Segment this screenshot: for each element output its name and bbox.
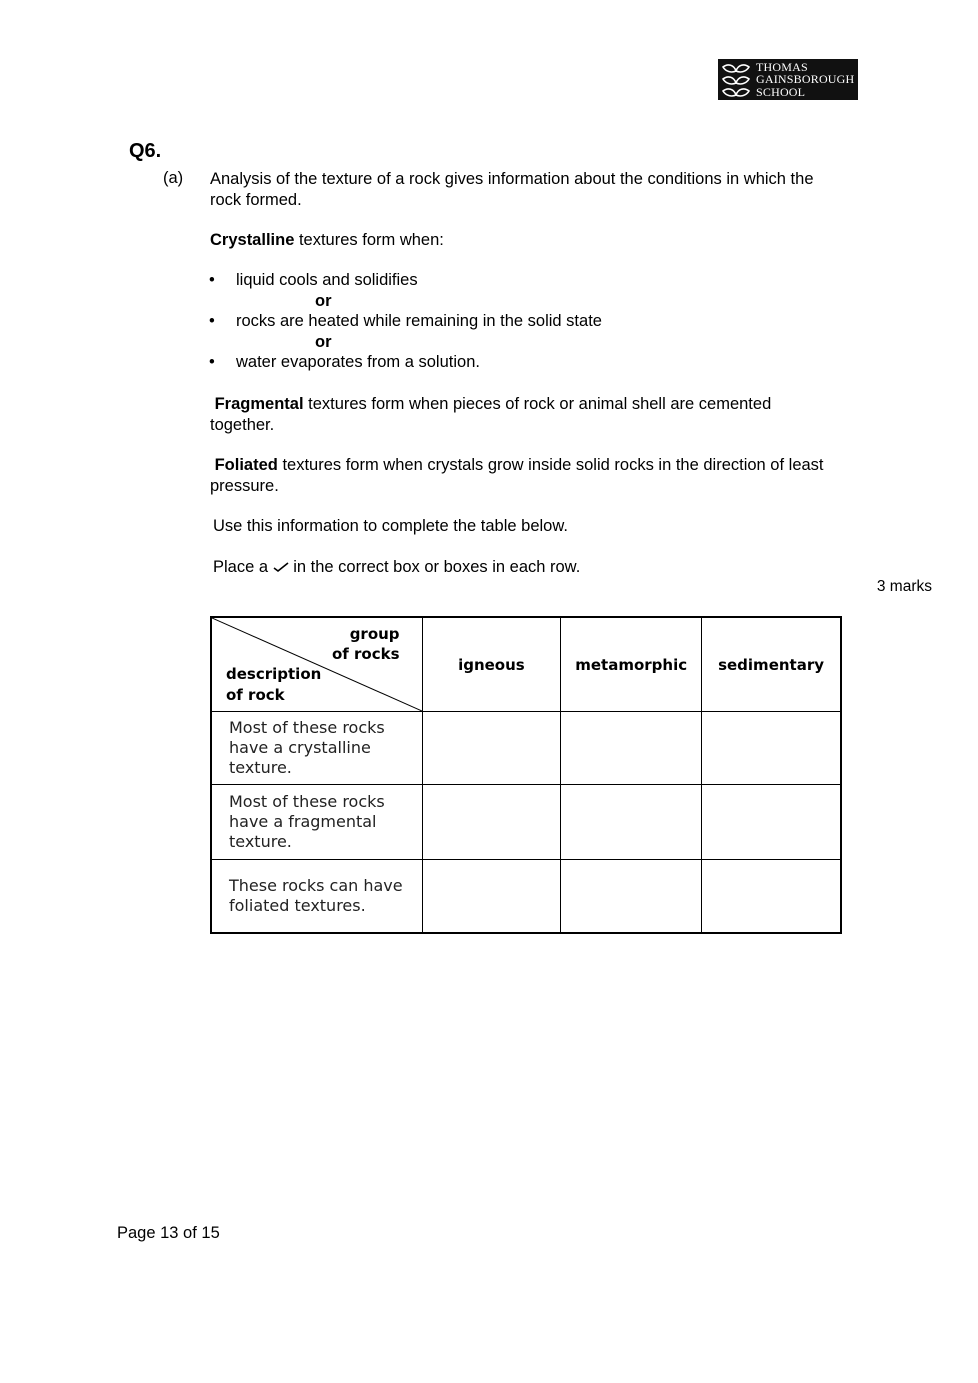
answer-cell-sedimentary[interactable] bbox=[702, 785, 841, 860]
description-line: Most of these rocks bbox=[229, 718, 385, 737]
rock-classification-table bbox=[210, 616, 842, 934]
page-number: Page 13 of 15 bbox=[117, 1224, 220, 1242]
corner-bottom-label bbox=[226, 664, 321, 706]
answer-cell-metamorphic[interactable] bbox=[561, 712, 702, 785]
question-number: Q6. bbox=[129, 140, 162, 162]
row-description bbox=[211, 785, 422, 860]
answer-cell-igneous[interactable] bbox=[422, 860, 561, 934]
fragmental-line bbox=[210, 394, 771, 415]
description-line: have a fragmental bbox=[229, 812, 377, 831]
answer-cell-sedimentary[interactable] bbox=[702, 712, 841, 785]
logo-line: GAINSBOROUGH bbox=[756, 72, 855, 87]
table-row bbox=[211, 785, 841, 860]
corner-top-label bbox=[332, 624, 400, 664]
bullet-text: rocks are heated while remaining in the solid state bbox=[236, 312, 602, 330]
instruction-text: Use this information to complete the table below. bbox=[213, 517, 568, 535]
logo-text bbox=[756, 61, 854, 99]
answer-cell-sedimentary[interactable] bbox=[702, 860, 841, 934]
or-label: or bbox=[315, 292, 332, 310]
table-header-row bbox=[211, 617, 841, 712]
instruction-before: Place a bbox=[213, 558, 273, 576]
logo-line: THOMAS bbox=[756, 59, 808, 74]
description-line: have a crystalline bbox=[229, 738, 371, 757]
row-description bbox=[211, 712, 422, 785]
answer-cell-igneous[interactable] bbox=[422, 785, 561, 860]
answer-cell-metamorphic[interactable] bbox=[561, 860, 702, 934]
corner-bottom-line: description bbox=[226, 665, 322, 683]
foliated-line bbox=[210, 455, 824, 476]
fragmental-line: together. bbox=[210, 416, 275, 434]
school-logo bbox=[718, 59, 858, 100]
crystalline-term: Crystalline bbox=[210, 231, 295, 249]
corner-header-cell bbox=[211, 617, 422, 712]
fragmental-text bbox=[210, 394, 771, 436]
corner-top-line: group bbox=[349, 625, 400, 643]
fragmental-rest: textures form when pieces of rock or animal shell are cemented bbox=[303, 395, 772, 413]
question-part: (a) bbox=[163, 169, 184, 187]
table-row bbox=[211, 860, 841, 934]
tick-icon bbox=[273, 561, 289, 573]
foliated-term: Foliated bbox=[214, 456, 278, 474]
description-line: foliated textures. bbox=[229, 896, 366, 915]
crystalline-rest: textures form when: bbox=[294, 231, 444, 249]
intro-text bbox=[210, 169, 814, 211]
bullet-symbol: • bbox=[209, 312, 215, 330]
foliated-line: pressure. bbox=[210, 477, 279, 495]
column-header-metamorphic: metamorphic bbox=[561, 617, 702, 712]
intro-line: rock formed. bbox=[210, 191, 302, 209]
instruction-after: in the correct box or boxes in each row. bbox=[288, 558, 581, 576]
description-line: texture. bbox=[229, 758, 292, 777]
logo-line: SCHOOL bbox=[756, 84, 806, 99]
answer-cell-igneous[interactable] bbox=[422, 712, 561, 785]
leaf-emblem-icon bbox=[720, 61, 752, 99]
bullet-symbol: • bbox=[209, 353, 215, 371]
table-row bbox=[211, 712, 841, 785]
answer-cell-metamorphic[interactable] bbox=[561, 785, 702, 860]
crystalline-text bbox=[210, 230, 444, 251]
fragmental-term: Fragmental bbox=[214, 395, 304, 413]
description-line: Most of these rocks bbox=[229, 792, 385, 811]
column-header-igneous: igneous bbox=[422, 617, 561, 712]
or-label: or bbox=[315, 333, 332, 351]
foliated-text bbox=[210, 455, 824, 497]
description-line: These rocks can have bbox=[229, 876, 403, 895]
bullet-text: water evaporates from a solution. bbox=[236, 353, 480, 371]
bullet-symbol: • bbox=[209, 271, 215, 289]
row-description bbox=[211, 860, 422, 934]
foliated-rest: textures form when crystals grow inside solid rocks in the direction of least bbox=[277, 456, 824, 474]
intro-line: Analysis of the texture of a rock gives information about the conditions in which the bbox=[210, 170, 814, 188]
marks-label: 3 marks bbox=[876, 578, 932, 595]
description-line: texture. bbox=[229, 832, 292, 851]
instruction-tick-text bbox=[213, 557, 580, 578]
column-header-sedimentary: sedimentary bbox=[702, 617, 841, 712]
corner-bottom-line: of rock bbox=[226, 686, 285, 704]
bullet-text: liquid cools and solidifies bbox=[236, 271, 418, 289]
corner-top-line: of rocks bbox=[331, 645, 400, 663]
